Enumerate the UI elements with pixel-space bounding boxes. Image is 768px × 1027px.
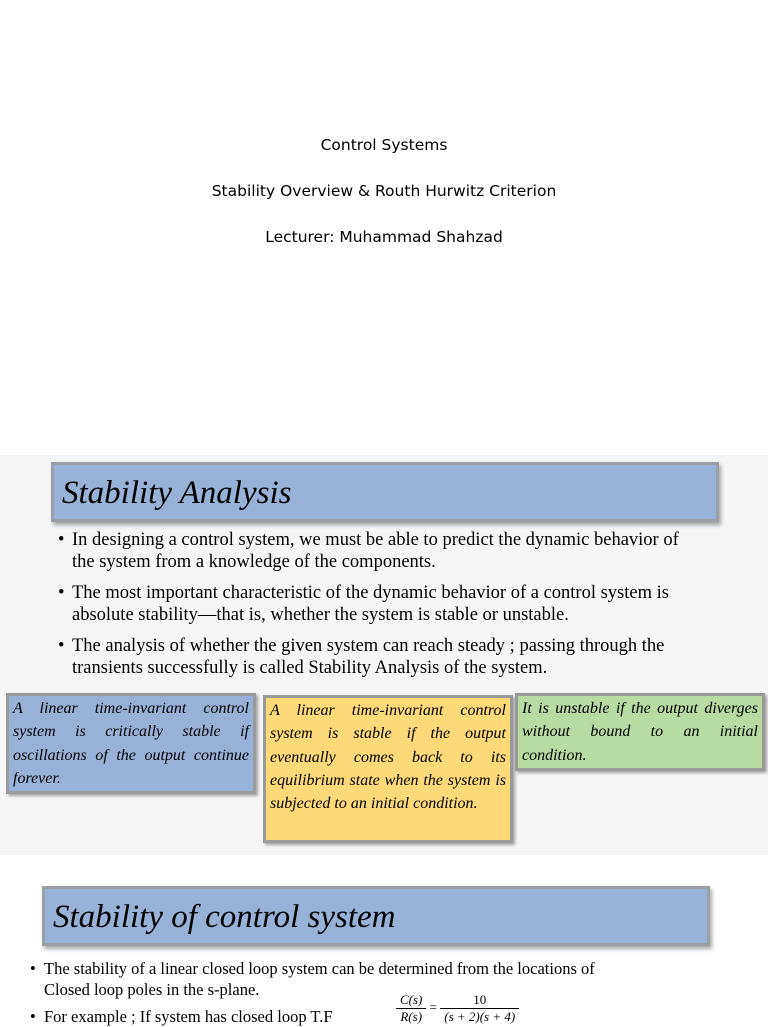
stability-of-control-system-slide xyxy=(0,862,768,1024)
bullet-dot: • xyxy=(58,636,65,656)
bullet-dot: • xyxy=(58,530,65,550)
critically-stable-box: A linear time-invariant control system is critically stable if oscillations of the output continue forever. xyxy=(6,693,256,794)
bullet-list xyxy=(30,958,730,1027)
slide-heading-banner xyxy=(51,462,719,522)
bullet-line: The analysis of whether the given system can reach steady ; passing through the xyxy=(72,636,665,656)
bullet-line: The most important characteristic of the dynamic behavior of a control system is xyxy=(72,583,669,603)
formula-equals: = xyxy=(429,999,437,1015)
stable-box: A linear time-invariant control system is stable if the output eventually comes back to its equilibrium state when the system is subjected to an initial condition. xyxy=(263,695,513,843)
bullet-line: In designing a control system, we must be able to predict the dynamic behavior of xyxy=(72,530,679,550)
bullet-line: transients successfully is called Stability Analysis of the system. xyxy=(72,658,548,678)
stability-analysis-slide xyxy=(0,455,768,855)
course-title: Control Systems xyxy=(320,136,448,154)
bullet-dot: • xyxy=(30,1007,36,1026)
bullet-line: Closed loop poles in the s-plane. xyxy=(44,980,260,999)
formula-lhs-denominator: R(s) xyxy=(400,1009,423,1024)
bullet-item xyxy=(58,529,738,573)
bullet-dot: • xyxy=(30,959,36,978)
bullet-line: absolute stability—that is, whether the system is stable or unstable. xyxy=(72,605,569,625)
bullet-item xyxy=(58,582,738,626)
bullet-item xyxy=(30,958,730,1000)
slide-heading: Stability Analysis xyxy=(62,475,292,511)
formula-lhs xyxy=(396,992,426,1025)
bullet-list xyxy=(58,529,738,679)
unstable-box: It is unstable if the output diverges without bound to an initial condition. xyxy=(515,693,765,771)
lecture-topic: Stability Overview & Routh Hurwitz Criterion xyxy=(211,182,557,200)
formula-rhs-numerator: 10 xyxy=(473,992,487,1007)
title-slide xyxy=(0,0,768,455)
bullet-line: For example ; If system has closed loop T.F xyxy=(44,1007,333,1026)
formula-rhs xyxy=(440,992,519,1025)
bullet-dot: • xyxy=(58,583,65,603)
bullet-item xyxy=(58,635,738,679)
bullet-line: The stability of a linear closed loop system can be determined from the locations of xyxy=(44,959,595,978)
slide-heading: Stability of control system xyxy=(53,899,396,935)
lecturer-name: Lecturer: Muhammad Shahzad xyxy=(265,228,503,246)
formula-rhs-denominator: (s + 2)(s + 4) xyxy=(444,1009,516,1024)
transfer-function-formula xyxy=(396,992,519,1025)
bullet-line: the system from a knowledge of the components. xyxy=(72,552,436,572)
slide-heading-banner xyxy=(42,886,710,946)
formula-lhs-numerator: C(s) xyxy=(400,992,423,1007)
